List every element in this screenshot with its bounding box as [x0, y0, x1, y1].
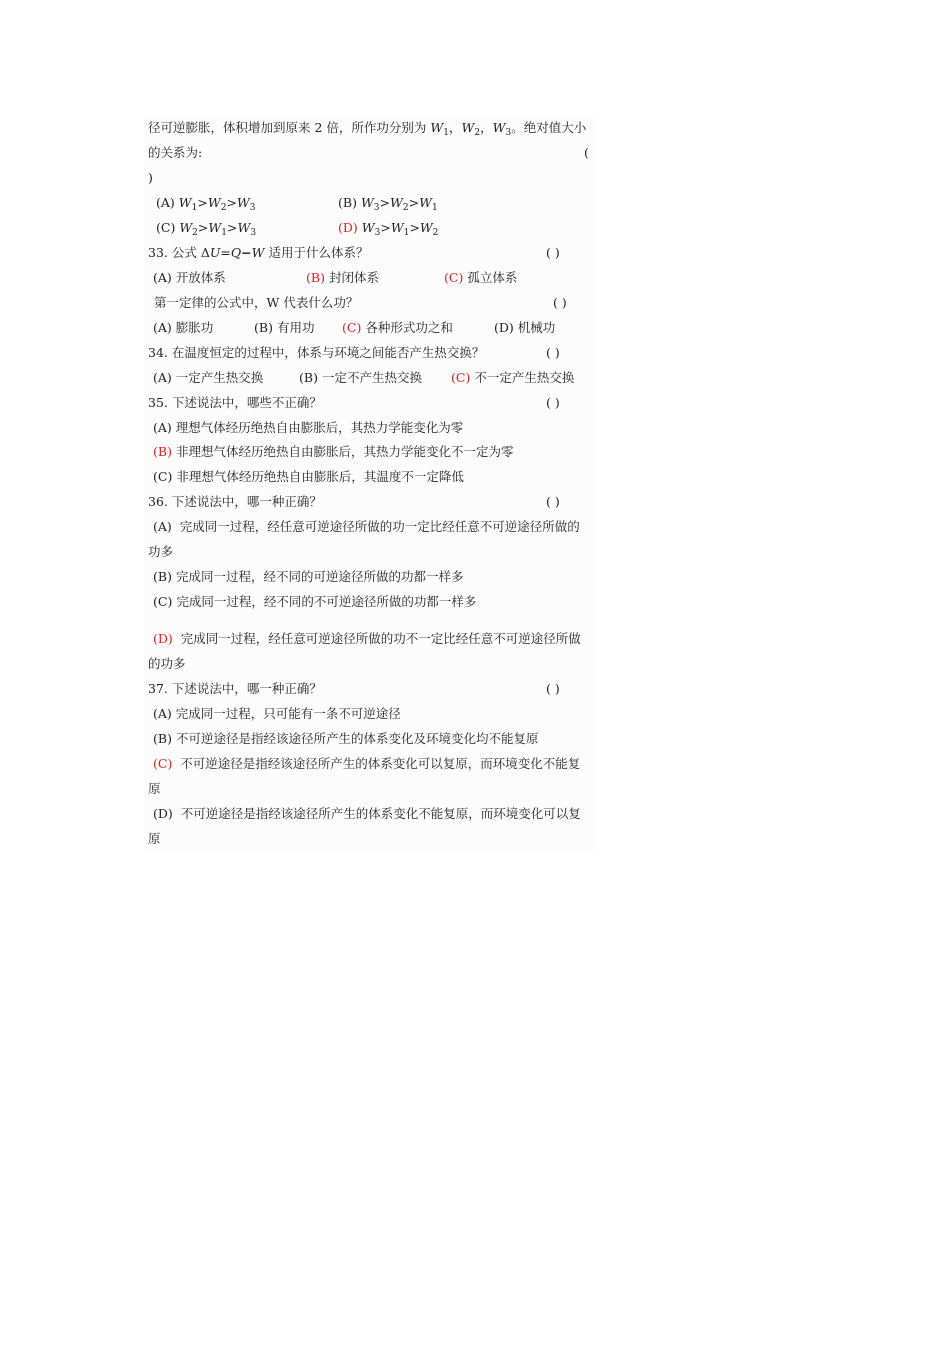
- q32-stem-line2: 的关系为:: [148, 145, 203, 160]
- q33-option-c: (C) 孤立体系: [444, 270, 518, 285]
- q33-option-b: (B) 封闭体系: [306, 270, 379, 285]
- q32-option-c: (C) $W_2>W_1>W_3$: [156, 220, 257, 238]
- q34-option-c: (C) 不一定产生热交换: [451, 370, 575, 385]
- q32-paren-close: ): [148, 170, 153, 185]
- q34-stem: 34. 在温度恒定的过程中，体系与环境之间能否产生热交换？: [148, 345, 485, 360]
- q37-option-d: (D) 不可逆途径是指经该途径所产生的体系变化不能复原，而环境变化可以复: [153, 806, 581, 821]
- q32-stem-text-post: 。绝对值大小: [511, 120, 587, 135]
- q37-stem: 37. 下述说法中，哪一种正确？: [148, 681, 322, 696]
- q32-stem-line1: 径可逆膨胀，体积增加到原来 2 倍，所作功分别为 $W_1$，$W_2$，$W_3$。绝对值大小: [148, 120, 587, 138]
- q35-option-c: (C) 非理想气体经历绝热自由膨胀后，其温度不一定降低: [153, 469, 464, 484]
- q37-option-d-cont: 原: [148, 831, 161, 846]
- q33-sub-option-b: (B) 有用功: [254, 320, 315, 335]
- q32-option-b: (B) $W_3>W_2>W_1$: [338, 195, 438, 213]
- q37-option-c-cont: 原: [148, 781, 161, 796]
- q37-option-b: (B) 不可逆途径是指经该途径所产生的体系变化及环境变化均不能复原: [153, 731, 539, 746]
- q35-option-a: (A) 理想气体经历绝热自由膨胀后，其热力学能变化为零: [153, 420, 464, 435]
- q35-option-b: (B) 非理想气体经历绝热自由膨胀后，其热力学能变化不一定为零: [153, 444, 514, 459]
- q32-option-d: (D) $W_3>W_1>W_2$: [338, 220, 439, 238]
- q33-sub-option-a: (A) 膨胀功: [153, 320, 214, 335]
- q36-option-d: (D) 完成同一过程，经任意可逆途径所做的功不一定比经任意不可逆途径所做: [153, 631, 581, 646]
- q34-option-b: (B) 一定不产生热交换: [299, 370, 422, 385]
- q33-sub-option-c: (C) 各种形式功之和: [342, 320, 453, 335]
- q36-answer-paren: ( ): [546, 494, 560, 509]
- q36-stem: 36. 下述说法中，哪一种正确？: [148, 494, 322, 509]
- q33-sub-paren: ( ): [553, 295, 567, 310]
- q35-answer-paren: ( ): [546, 395, 560, 410]
- q33-stem: 33. 公式 ΔU=Q−W 适用于什么体系？: [148, 245, 369, 260]
- q33-answer-paren: ( ): [546, 245, 560, 260]
- q36-option-d-cont: 的功多: [148, 656, 186, 671]
- q33-sub-option-d: (D) 机械功: [494, 320, 556, 335]
- q32-stem-text: 径可逆膨胀，体积增加到原来 2 倍，所作功分别为: [148, 120, 431, 135]
- q33-option-a: (A) 开放体系: [153, 270, 226, 285]
- q34-answer-paren: ( ): [546, 345, 560, 360]
- q36-option-c: (C) 完成同一过程，经不同的不可逆途径所做的功都一样多: [153, 594, 477, 609]
- q34-option-a: (A) 一定产生热交换: [153, 370, 264, 385]
- q36-option-a-cont: 功多: [148, 544, 174, 559]
- q37-answer-paren: ( ): [546, 681, 560, 696]
- q32-option-a: (A) $W_1>W_2>W_3$: [156, 195, 256, 213]
- q36-option-b: (B) 完成同一过程，经不同的可逆途径所做的功都一样多: [153, 569, 464, 584]
- q32-paren-open: (: [584, 145, 589, 160]
- q33-sub-stem: 第一定律的公式中，W 代表什么功？: [154, 295, 359, 310]
- q37-option-c: (C) 不可逆途径是指经该途径所产生的体系变化可以复原，而环境变化不能复: [153, 756, 581, 771]
- q35-stem: 35. 下述说法中，哪些不正确？: [148, 395, 322, 410]
- q37-option-a: (A) 完成同一过程，只可能有一条不可逆途径: [153, 706, 401, 721]
- q36-option-a: (A) 完成同一过程，经任意可逆途径所做的功一定比经任意不可逆途径所做的: [153, 519, 580, 534]
